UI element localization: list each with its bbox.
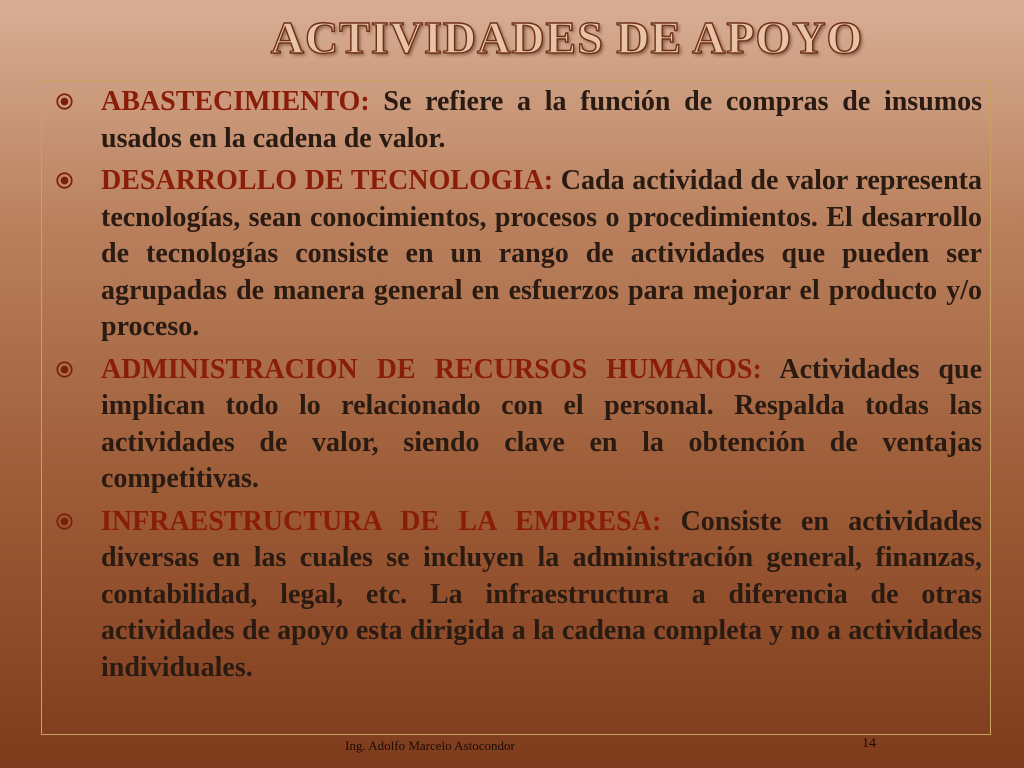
bullet-item-recursos-humanos	[56, 352, 982, 498]
bullet-text: Actividades que implican todo lo relacionado con el personal. Respalda todas las actividades de valor, siendo clave en la obtención de ventajas competitivas.	[101, 353, 982, 494]
target-bullet-icon	[56, 172, 73, 189]
bullet-item-abastecimiento	[56, 84, 982, 157]
bullet-heading: ADMINISTRACION DE RECURSOS HUMANOS:	[101, 353, 762, 385]
bullet-heading: ABASTECIMIENTO:	[101, 86, 370, 117]
bullet-heading: INFRAESTRUCTURA DE LA EMPRESA:	[101, 505, 662, 537]
bullet-heading: DESARROLLO DE TECNOLOGIA:	[101, 165, 554, 196]
slide-title: ACTIVIDADES DE APOYO	[270, 12, 864, 63]
bullet-list	[56, 84, 982, 692]
target-bullet-icon	[56, 361, 73, 378]
target-bullet-icon	[56, 93, 73, 110]
bullet-item-infraestructura	[56, 504, 982, 687]
footer-author: Ing. Adolfo Marcelo Astocondor	[345, 738, 515, 753]
bullet-item-desarrollo-tecnologia	[56, 163, 982, 346]
bullet-text: Se refiere a la función de compras de insumos usados en la cadena de valor.	[101, 86, 982, 154]
page-number: 14	[862, 736, 876, 751]
bullet-text: Consiste en actividades diversas en las cuales se incluyen la administración general, finanzas, contabilidad, legal, etc. La infraestructura a diferencia de otras actividades de apoyo esta dirigida a la cadena completa y no a actividades individuales.	[101, 505, 982, 683]
bullet-text: Cada actividad de valor representa tecnologías, sean conocimientos, procesos o procedimientos. El desarrollo de tecnologías consiste en un rango de actividades que pueden ser agrupadas de manera general en esfuerzos para mejorar el producto y/o proceso.	[101, 165, 982, 342]
target-bullet-icon	[56, 513, 73, 530]
